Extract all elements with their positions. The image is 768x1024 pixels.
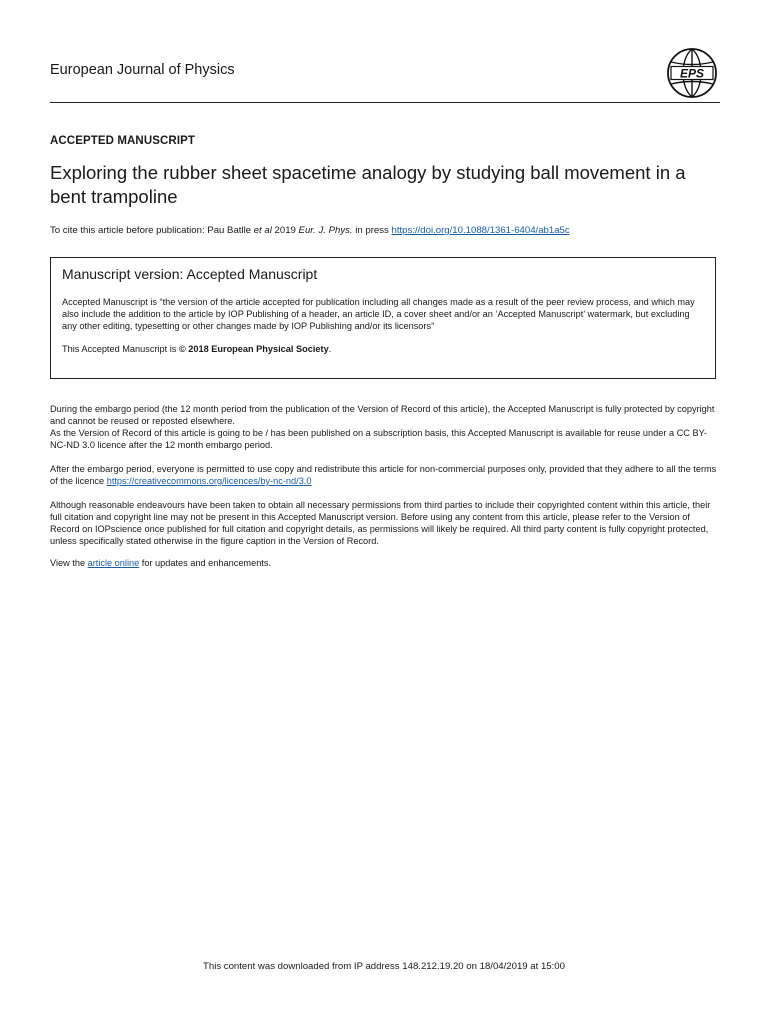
manuscript-version-box xyxy=(50,257,716,379)
doi-link[interactable]: https://doi.org/10.1088/1361-6404/ab1a5c xyxy=(391,225,570,236)
view-online-paragraph xyxy=(50,557,720,569)
article-title: Exploring the rubber sheet spacetime analogy by studying ball movement in a bent trampoline xyxy=(50,162,686,207)
embargo-paragraph xyxy=(50,403,720,451)
copyright-suffix: . xyxy=(328,344,332,354)
cite-inpress: in press xyxy=(352,225,392,236)
licence-text: After the embargo period, everyone is permitted to use copy and redistribute this article for non-commercial purposes only, provided that they adhere to all the terms of the licence xyxy=(50,464,717,486)
box-copyright xyxy=(62,344,331,354)
download-footer: This content was downloaded from IP address 148.212.19.20 on 18/04/2019 at 15:00 xyxy=(203,961,565,972)
licence-link[interactable]: https://creativecommons.org/licences/by-nc-nd/3.0 xyxy=(106,476,312,486)
cite-journal: Eur. J. Phys. xyxy=(298,225,353,236)
cite-etal: et al xyxy=(253,225,272,236)
cite-prefix: To cite this article before publication: Pau Batlle xyxy=(50,225,254,236)
cite-year: 2019 xyxy=(271,225,299,236)
manuscript-label: ACCEPTED MANUSCRIPT xyxy=(50,135,196,147)
citation-line xyxy=(50,225,570,236)
article-online-link[interactable]: article online xyxy=(87,558,140,568)
embargo-text-2: As the Version of Record of this article is going to be / has been published on a subscription basis, this Accepted Manuscript is available for reuse under a CC BY-NC-ND 3.0 licence after the 12 month embargo period. xyxy=(50,428,707,450)
header-rule xyxy=(50,102,720,103)
view-suffix: for updates and enhancements. xyxy=(139,558,271,568)
copyright-prefix: This Accepted Manuscript is xyxy=(62,344,179,354)
eps-logo xyxy=(666,47,718,99)
permissions-paragraph: Although reasonable endeavours have been taken to obtain all necessary permissions from third parties to include their copyrighted content within this article, their full citation and copyright line may not be present in this Accepted Manuscript version. Before using any content from this article, please refer to the Version of Record on IOPscience once published for full citation and copyright details, as permissions will likely be required. All third party content is fully copyright protected, unless specifically stated otherwise in the figure caption in the Version of Record. xyxy=(50,500,711,546)
copyright-holder: © 2018 European Physical Society xyxy=(178,344,329,354)
licence-paragraph xyxy=(50,463,720,487)
journal-name: European Journal of Physics xyxy=(50,62,235,78)
logo-lettering: EPS xyxy=(679,66,705,81)
embargo-text-1: During the embargo period (the 12 month period from the publication of the Version of Record of this article), the Accepted Manuscript is fully protected by copyright and cannot be reused or reposted elsewhere. xyxy=(50,404,715,426)
view-prefix: View the xyxy=(50,558,88,568)
box-definition: Accepted Manuscript is “the version of the article accepted for publication including all changes made as a result of the peer review process, and which may also include the addition to the article by IOP Publishing of a header, an article ID, a cover sheet and/or an ‘Accepted Manuscript’ watermark, but excluding any other editing, typesetting or other changes made by IOP Publishing and/or its licensors” xyxy=(62,297,695,331)
box-title: Manuscript version: Accepted Manuscript xyxy=(62,266,318,282)
